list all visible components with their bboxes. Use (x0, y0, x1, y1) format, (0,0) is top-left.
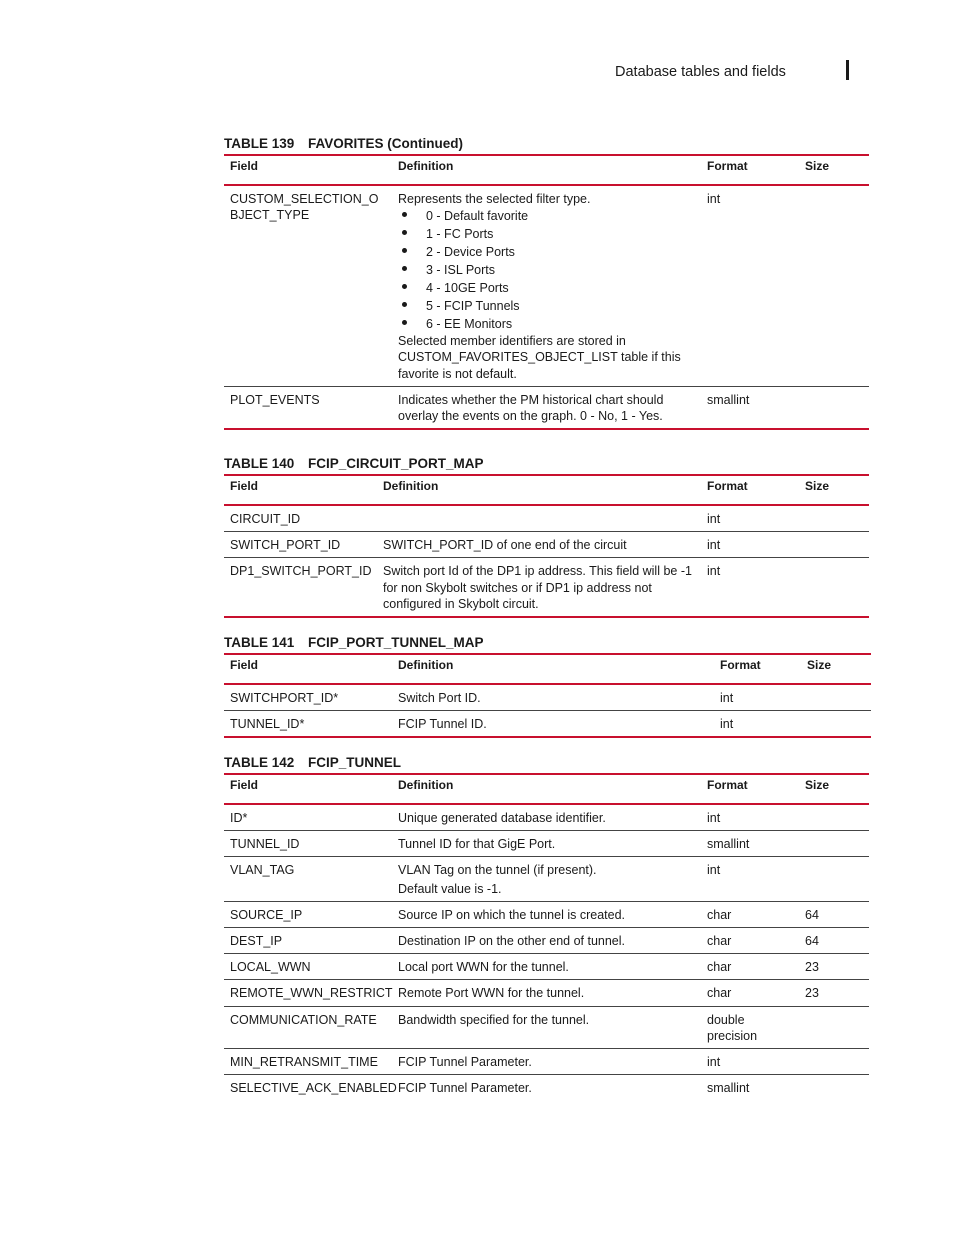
size-cell (799, 1006, 869, 1048)
definition-cell (392, 185, 701, 386)
definition-cell: FCIP Tunnel Parameter. (392, 1049, 701, 1075)
size-cell (799, 1075, 869, 1101)
format-cell: double precision (701, 1006, 799, 1048)
definition-cell: SWITCH_PORT_ID of one end of the circuit (377, 532, 701, 558)
table-caption (224, 134, 869, 154)
field-cell: TUNNEL_ID (224, 831, 392, 857)
col-format: Format (701, 155, 799, 185)
table-row (224, 857, 869, 901)
field-cell: VLAN_TAG (224, 857, 392, 901)
size-cell: 23 (799, 954, 869, 980)
field-cell: MIN_RETRANSMIT_TIME (224, 1049, 392, 1075)
size-cell (799, 804, 869, 831)
field-cell: REMOTE_WWN_RESTRICT (224, 980, 392, 1006)
format-cell: int (701, 1049, 799, 1075)
running-header: Database tables and fields (615, 64, 786, 80)
table-row (224, 185, 869, 386)
format-cell: int (701, 558, 799, 617)
field-cell: SWITCHPORT_ID* (224, 684, 392, 711)
field-cell: TUNNEL_ID* (224, 711, 392, 738)
format-cell: int (701, 532, 799, 558)
definition-text: VLAN Tag on the tunnel (if present). (398, 863, 597, 878)
size-cell (799, 831, 869, 857)
table-row (224, 804, 869, 831)
field-name: CUSTOM_SELECTION_OBJECT_TYPE (230, 192, 379, 223)
table-caption (224, 633, 871, 653)
size-cell (799, 505, 869, 532)
field-cell: DP1_SWITCH_PORT_ID (224, 558, 377, 617)
col-field: Field (224, 774, 392, 804)
definition-text: Represents the selected filter type. (398, 192, 591, 206)
table-row (224, 928, 869, 954)
definition-cell: Remote Port WWN for the tunnel. (392, 980, 701, 1006)
table-number: TABLE 140 (224, 456, 295, 471)
format-cell: smallint (701, 386, 799, 429)
definition-default: Default value is -1. (398, 881, 502, 896)
size-cell (801, 711, 871, 738)
table-title: FCIP_TUNNEL (308, 755, 402, 770)
fcip-circuit-port-map-table (224, 474, 869, 618)
table-row (224, 684, 871, 711)
table-row (224, 505, 869, 532)
table-title: FAVORITES (Continued) (308, 136, 463, 151)
table-caption (224, 753, 869, 773)
field-cell: SOURCE_IP (224, 901, 392, 927)
size-cell: 23 (799, 980, 869, 1006)
table-header-row (224, 774, 869, 804)
definition-cell: FCIP Tunnel ID. (392, 711, 714, 738)
field-cell: DEST_IP (224, 928, 392, 954)
table-title: FCIP_PORT_TUNNEL_MAP (308, 635, 484, 650)
format-cell: int (701, 804, 799, 831)
definition-cell: Switch Port ID. (392, 684, 714, 711)
field-cell: PLOT_EVENTS (224, 386, 392, 429)
definition-cell: Bandwidth specified for the tunnel. (392, 1006, 701, 1048)
col-definition: Definition (392, 155, 701, 185)
table-140-block (224, 454, 869, 618)
col-field: Field (224, 475, 377, 505)
list-item: 2 - Device Ports (398, 243, 695, 261)
col-field: Field (224, 155, 392, 185)
table-header-row (224, 654, 871, 684)
format-cell: char (701, 928, 799, 954)
list-item: 5 - FCIP Tunnels (398, 297, 695, 315)
format-cell: smallint (707, 1081, 750, 1096)
format-cell: int (701, 505, 799, 532)
table-number: TABLE 141 (224, 635, 295, 650)
field-cell: SELECTIVE_ACK_ENABLED (230, 1081, 397, 1096)
size-cell (799, 185, 869, 386)
col-definition: Definition (392, 654, 714, 684)
table-row (224, 831, 869, 857)
format-cell: int (701, 857, 799, 901)
format-cell: int (714, 684, 801, 711)
table-header-row (224, 155, 869, 185)
format-cell: smallint (701, 831, 799, 857)
format-cell: char (701, 980, 799, 1006)
definition-cell: Local port WWN for the tunnel. (392, 954, 701, 980)
definition-cell: FCIP Tunnel Parameter. (398, 1081, 532, 1096)
table-row (224, 1006, 869, 1048)
col-format: Format (714, 654, 801, 684)
size-cell (799, 857, 869, 901)
filter-type-list (398, 207, 695, 333)
table-number: TABLE 139 (224, 136, 295, 151)
format-cell: int (714, 711, 801, 738)
list-item: 3 - ISL Ports (398, 261, 695, 279)
table-row (224, 1049, 869, 1075)
field-cell: CIRCUIT_ID (224, 505, 377, 532)
fcip-tunnel-table (224, 773, 869, 1100)
table-row (224, 386, 869, 429)
definition-note: Selected member identifiers are stored in CUSTOM_FAVORITES_OBJECT_LIST table if this favorite is not default. (398, 334, 681, 381)
field-cell: SWITCH_PORT_ID (224, 532, 377, 558)
table-title: FCIP_CIRCUIT_PORT_MAP (308, 456, 484, 471)
size-cell (799, 1049, 869, 1075)
table-139-block (224, 134, 869, 430)
definition-cell: Switch port Id of the DP1 ip address. This field will be -1 for non Skybolt switches or if DP1 ip address not configured in Skybolt circuit. (377, 558, 701, 617)
list-item: 1 - FC Ports (398, 225, 695, 243)
list-item: 4 - 10GE Ports (398, 279, 695, 297)
field-cell: LOCAL_WWN (224, 954, 392, 980)
table-caption (224, 454, 869, 474)
format-cell: char (701, 954, 799, 980)
favorites-table (224, 154, 869, 430)
list-item: 0 - Default favorite (398, 207, 695, 225)
table-row (224, 711, 871, 738)
col-field: Field (224, 654, 392, 684)
col-format: Format (701, 475, 799, 505)
table-header-row (224, 475, 869, 505)
definition-cell (377, 505, 701, 532)
definition-cell (392, 857, 701, 901)
col-definition: Definition (392, 774, 701, 804)
format-cell: int (701, 185, 799, 386)
table-number: TABLE 142 (224, 755, 295, 770)
table-row (224, 558, 869, 617)
table-row (224, 901, 869, 927)
size-cell (801, 684, 871, 711)
col-format: Format (701, 774, 799, 804)
format-cell: char (701, 901, 799, 927)
size-cell (799, 532, 869, 558)
field-cell (224, 185, 392, 386)
table-141-block (224, 633, 871, 738)
size-cell (799, 386, 869, 429)
list-item: 6 - EE Monitors (398, 315, 695, 333)
table-row (224, 1075, 869, 1101)
size-cell (799, 558, 869, 617)
col-definition: Definition (377, 475, 701, 505)
header-rule (846, 60, 849, 80)
col-size: Size (801, 654, 871, 684)
field-cell: COMMUNICATION_RATE (224, 1006, 392, 1048)
col-size: Size (799, 155, 869, 185)
fcip-port-tunnel-map-table (224, 653, 871, 738)
definition-cell: Indicates whether the PM historical chart should overlay the events on the graph. 0 - No, 1 - Yes. (392, 386, 701, 429)
table-142-block (224, 753, 869, 1100)
col-size: Size (799, 774, 869, 804)
field-cell: ID* (224, 804, 392, 831)
definition-cell: Unique generated database identifier. (392, 804, 701, 831)
definition-cell: Tunnel ID for that GigE Port. (392, 831, 701, 857)
table-row (224, 980, 869, 1006)
size-cell: 64 (799, 928, 869, 954)
table-row (224, 954, 869, 980)
size-cell: 64 (799, 901, 869, 927)
table-row (224, 532, 869, 558)
col-size: Size (799, 475, 869, 505)
definition-cell: Source IP on which the tunnel is created. (392, 901, 701, 927)
definition-cell: Destination IP on the other end of tunnel. (392, 928, 701, 954)
